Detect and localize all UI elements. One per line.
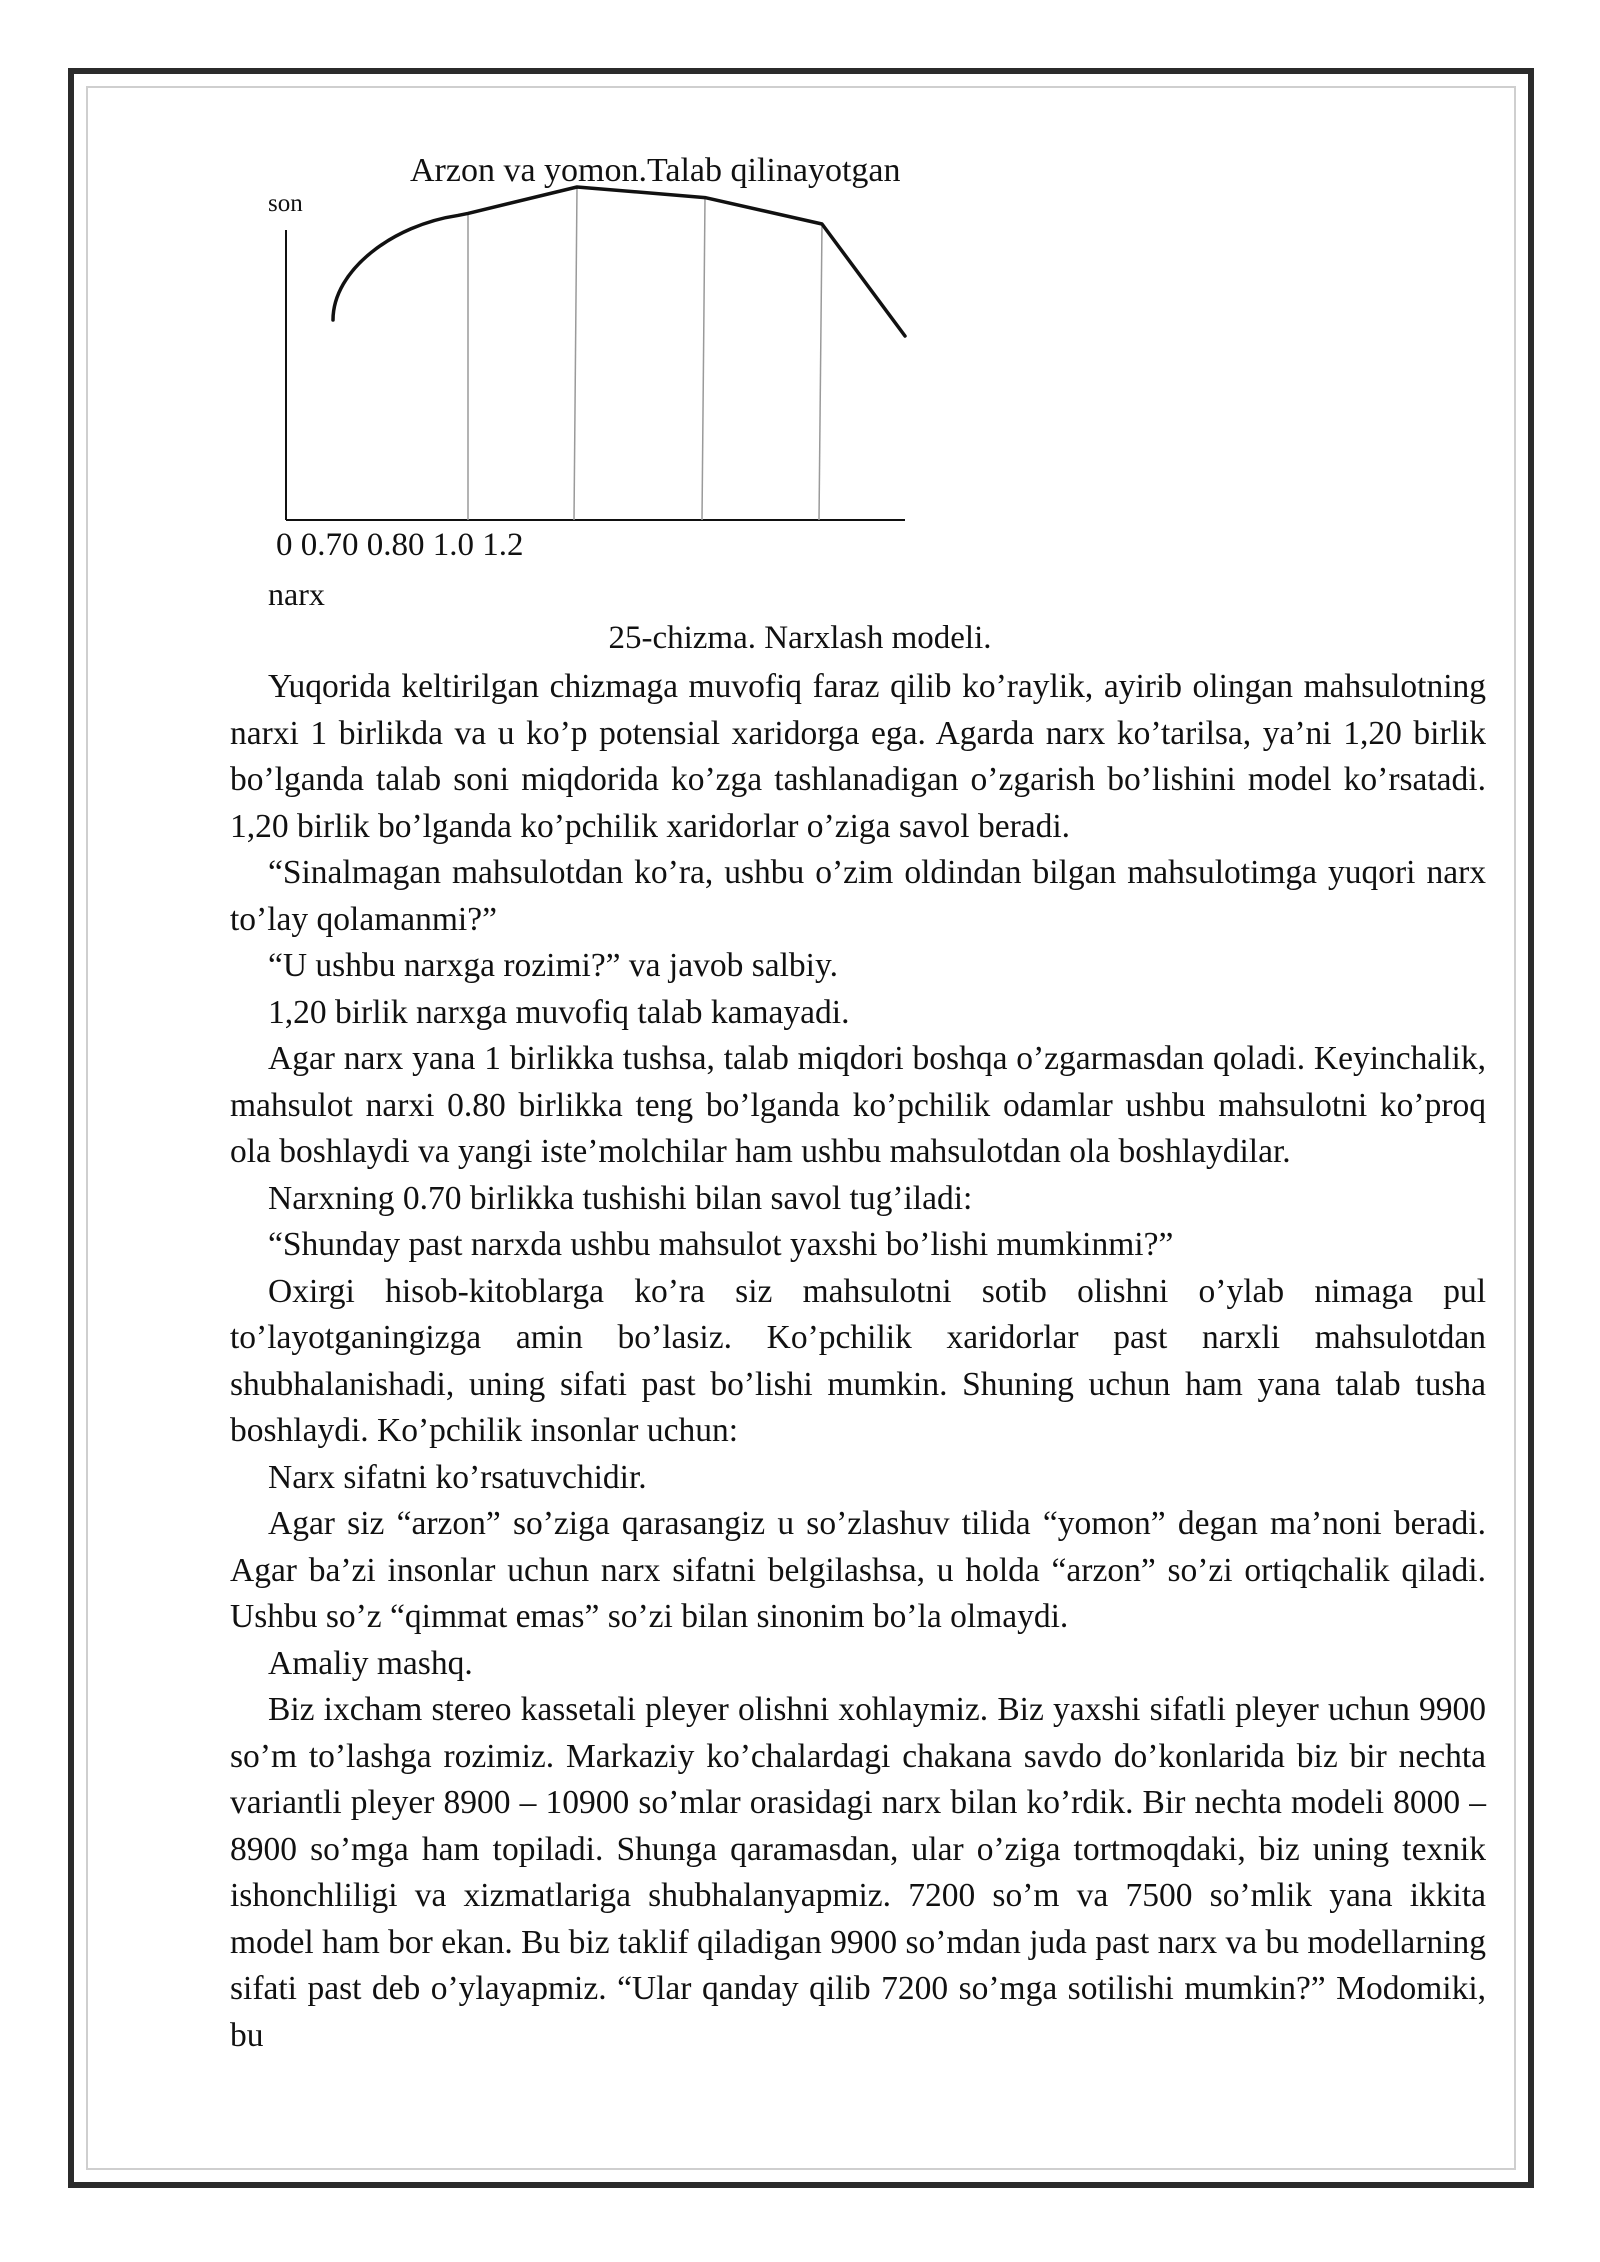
drop-line [702,198,705,520]
paragraph: “Shunday past narxda ushbu mahsulot yaxshi bo’lishi mumkinmi?” [268,1226,1174,1263]
x-tick-labels: 0 0.70 0.80 1.0 1.2 [276,527,524,563]
x-axis-label: narx [268,576,325,612]
paragraph: Oxirgi hisob-kitoblarga ko’ra siz mahsulotni sotib olishni o’ylab nimaga pul to’layotganingizga amin bo’lasiz. Ko’pchilik xaridorlar past narxli mahsulotdan shubhalanishadi, uning sifati past bo’lishi mumkin. Shuning uchun ham yana talab tusha boshlaydi. Ko’pchilik insonlar uchun: [230,1272,1486,1449]
drop-line [574,187,577,520]
paragraph: Amaliy mashq. [268,1644,473,1682]
body-text [230,664,1486,2059]
paragraph: “Sinalmagan mahsulotdan ko’ra, ushbu o’zim oldindan bilgan mahsulotimga yuqori narx to’lay qolamanmi?” [230,854,1486,938]
chart-title: Arzon va yomon.Talab qilinayotgan [410,152,901,189]
demand-chart [0,0,1600,700]
paragraph: Narx sifatni ko’rsatuvchidir. [268,1458,647,1496]
paragraph: Agar siz “arzon” so’ziga qarasangiz u so’zlashuv tilida “yomon” degan ma’noni beradi. Agar ba’zi insonlar uchun narx sifatni belgilashsa, u holda “arzon” so’zi ortiqchalik qiladi. Ushbu so’z “qimmat emas” so’zi bilan sinonim bo’la olmaydi. [230,1505,1486,1635]
drop-line [819,224,822,520]
drop-lines [468,187,822,520]
chart-axes [286,230,905,520]
y-axis-label: son [268,190,303,217]
paragraph: 1,20 birlik narxga muvofiq talab kamayadi. [268,993,850,1031]
paragraph: Yuqorida keltirilgan chizmaga muvofiq faraz qilib ko’raylik, ayirib olingan mahsulotning narxi 1 birlikda va u ko’p potensial xaridorga ega. Agarda narx ko’tarilsa, ya’ni 1,20 birlik bo’lganda talab soni miqdorida ko’zga tashlanadigan o’zgarish bo’lishini model ko’rsatadi. 1,20 birlik bo’lganda ko’pchilik xaridorlar o’ziga savol beradi. [230,668,1486,845]
demand-curve [333,187,905,336]
paragraph: Biz ixcham stereo kassetali pleyer olishni xohlaymiz. Biz yaxshi sifatli pleyer uchun 9900 so’m to’lashga rozimiz. Markaziy ko’chalardagi chakana savdo do’konlarida biz bir nechta variantli pleyer 8900 – 10900 so’mlar orasidagi narx bilan ko’rdik. Bir nechta modeli 8000 – 8900 so’mga ham topiladi. Shunga qaramasdan, ular o’ziga tortmoqdaki, biz uning texnik ishonchliligi va xizmatlariga shubhalanyapmiz. 7200 so’m va 7500 so’mlik yana ikkita model ham bor ekan. Bu biz taklif qiladigan 9900 so’mdan juda past narx va bu modellarning sifati past deb o’ylayapmiz. “Ular qanday qilib 7200 so’mga sotilishi mumkin?” Modomiki, bu [230,1691,1486,2054]
paragraph: “U ushbu narxga rozimi?” va javob salbiy. [268,947,838,984]
paragraph: Agar narx yana 1 birlikka tushsa, talab miqdori boshqa o’zgarmasdan qoladi. Keyinchalik, mahsulot narxi 0.80 birlikka teng bo’lganda ko’pchilik odamlar ushbu mahsulotni ko’proq ola boshlaydi va yangi iste’molchilar ham ushbu mahsulotdan ola boshlaydilar. [230,1040,1486,1170]
paragraph: Narxning 0.70 birlikka tushishi bilan savol tug’iladi: [268,1179,973,1217]
figure-caption: 25-chizma. Narxlash modeli. [608,620,992,656]
